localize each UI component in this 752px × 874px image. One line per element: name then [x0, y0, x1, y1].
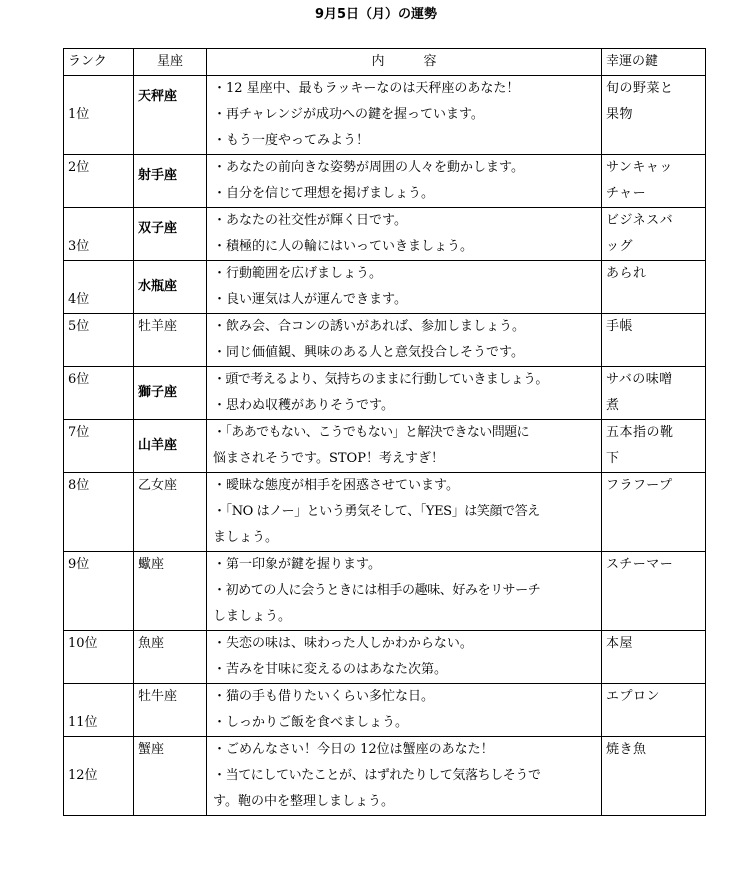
sign-text: 蠍座	[138, 557, 165, 572]
rank-cell	[64, 737, 134, 816]
content-line: ・自分を信じて理想を掲げましょう。	[213, 186, 435, 201]
content-line: ・積極的に人の輪にはいっていきましょう。	[213, 239, 474, 254]
content-cell	[207, 631, 602, 684]
content-cell	[207, 367, 602, 420]
content-cell	[207, 473, 602, 552]
key-cell	[602, 367, 706, 420]
rank-text: 9位	[68, 557, 90, 572]
key-text: 五本指の靴	[606, 425, 674, 440]
key-text: ッグ	[606, 239, 634, 254]
rank-text: 11位	[68, 715, 98, 730]
sign-cell	[134, 314, 207, 367]
rank-text: 2位	[68, 160, 90, 175]
sign-text: 山羊座	[138, 438, 178, 453]
sign-cell	[134, 367, 207, 420]
sign-text: 牡牛座	[138, 689, 178, 704]
content-line: ・同じ価値観、興味のある人と意気投合しそうです。	[213, 345, 524, 360]
content-line: ・当てにしていたことが、はずれたりして気落ちしそうで	[213, 768, 541, 783]
rank-text: 7位	[68, 425, 90, 440]
rank-cell	[64, 473, 134, 552]
content-line: ・頭で考えるより、気持ちのままに行動していきましょう。	[213, 372, 548, 387]
content-line: 悩まされそうです。STOP！考えすぎ！	[213, 451, 444, 466]
content-line: ・行動範囲を広げましょう。	[213, 266, 383, 281]
key-cell	[602, 552, 706, 631]
rank-text: 6位	[68, 372, 90, 387]
content-line: ・あなたの社交性が輝く日です。	[213, 213, 407, 228]
content-line: しましょう。	[213, 609, 292, 624]
content-line: ・あなたの前向きな姿勢が周囲の人々を動かします。	[213, 160, 524, 175]
key-cell	[602, 208, 706, 261]
key-cell	[602, 420, 706, 473]
table-row	[64, 473, 706, 552]
sign-cell	[134, 737, 207, 816]
key-cell	[602, 314, 706, 367]
content-line: す。鞄の中を整理しましょう。	[213, 794, 394, 809]
key-text: 本屋	[606, 636, 634, 651]
sign-cell	[134, 76, 207, 155]
content-line: ・良い運気は人が運んできます。	[213, 292, 407, 307]
rank-cell	[64, 552, 134, 631]
sign-cell	[134, 473, 207, 552]
key-text: あられ	[606, 266, 647, 281]
rank-cell	[64, 420, 134, 473]
sign-text: 天秤座	[138, 89, 178, 104]
content-line: ・初めての人に会うときには相手の趣味、好みをリサーチ	[213, 583, 541, 598]
key-text: ビジネスバ	[606, 213, 674, 228]
key-text: サンキャッ	[606, 160, 673, 175]
rank-text: 3位	[68, 239, 90, 254]
rank-text: 12位	[68, 768, 98, 783]
rank-text: 10位	[68, 636, 98, 651]
content-line: ・失恋の味は、味わった人しかわからない。	[213, 636, 473, 651]
table-row	[64, 261, 706, 314]
key-text: サバの味噌	[606, 372, 673, 387]
table-row	[64, 155, 706, 208]
header-row	[64, 49, 706, 76]
table-row	[64, 631, 706, 684]
rank-cell	[64, 261, 134, 314]
key-text: 煮	[606, 398, 620, 413]
key-cell	[602, 684, 706, 737]
key-text: 下	[606, 451, 620, 466]
sign-cell	[134, 155, 207, 208]
content-line: ・しっかりご飯を食べましょう。	[213, 715, 409, 730]
sign-cell	[134, 552, 207, 631]
key-text: 果物	[606, 107, 634, 122]
table-row	[64, 314, 706, 367]
key-text: スチーマー	[606, 557, 674, 572]
sign-cell	[134, 208, 207, 261]
rank-cell	[64, 314, 134, 367]
key-cell	[602, 76, 706, 155]
header-rank: ランク	[64, 49, 134, 76]
sign-text: 乙女座	[138, 478, 178, 493]
sign-text: 水瓶座	[138, 279, 178, 294]
table-row	[64, 420, 706, 473]
content-cell	[207, 737, 602, 816]
content-line: ・曖昧な態度が相手を困惑させています。	[213, 478, 459, 493]
page-title: 9月5日（月）の運勢	[314, 7, 438, 22]
content-cell	[207, 420, 602, 473]
sign-cell	[134, 261, 207, 314]
content-cell	[207, 76, 602, 155]
table-row	[64, 76, 706, 155]
header-content: 内 容	[207, 49, 602, 76]
key-cell	[602, 631, 706, 684]
content-line: ましょう。	[213, 530, 279, 545]
key-cell	[602, 155, 706, 208]
content-line: ・飲み会、合コンの誘いがあれば、参加しましょう。	[213, 319, 526, 334]
table-row	[64, 208, 706, 261]
table-row	[64, 737, 706, 816]
rank-cell	[64, 155, 134, 208]
rank-text: 5位	[68, 319, 90, 334]
key-text: チャー	[606, 186, 647, 201]
key-text: 旬の野菜と	[606, 81, 674, 96]
header-sign: 星座	[134, 49, 207, 76]
sign-text: 射手座	[138, 168, 178, 183]
content-line: ・苦みを甘味に変えるのはあなた次第。	[213, 662, 448, 677]
sign-text: 獅子座	[138, 385, 178, 400]
content-line: ・ごめんなさい！今日の 12位は蟹座のあなた！	[213, 742, 494, 757]
content-cell	[207, 314, 602, 367]
content-line: ・思わぬ収穫がありそうです。	[213, 398, 394, 413]
sign-cell	[134, 420, 207, 473]
content-cell	[207, 684, 602, 737]
content-cell	[207, 552, 602, 631]
key-text: エプロン	[606, 689, 661, 704]
rank-cell	[64, 76, 134, 155]
content-line: ・もう一度やってみよう！	[213, 133, 370, 148]
sign-cell	[134, 631, 207, 684]
rank-text: 8位	[68, 478, 90, 493]
fortune-table	[63, 48, 706, 816]
content-line: ・「NO はノー」という勇気そして、「YES」は笑顔で答え	[213, 504, 540, 519]
sign-text: 双子座	[138, 221, 178, 236]
sign-text: 魚座	[138, 636, 165, 651]
content-line: ・12 星座中、最もラッキーなのは天秤座のあなた！	[213, 81, 520, 96]
rank-cell	[64, 631, 134, 684]
rank-cell	[64, 367, 134, 420]
content-cell	[207, 261, 602, 314]
sign-text: 牡羊座	[138, 319, 178, 334]
sign-cell	[134, 684, 207, 737]
header-key: 幸運の鍵	[602, 49, 706, 76]
content-line: ・猫の手も借りたいくらい多忙な日。	[213, 689, 435, 704]
rank-cell	[64, 208, 134, 261]
table-row	[64, 367, 706, 420]
table-row	[64, 684, 706, 737]
rank-text: 1位	[68, 107, 90, 122]
sign-text: 蟹座	[138, 742, 165, 757]
rank-text: 4位	[68, 292, 90, 307]
rank-cell	[64, 684, 134, 737]
content-line: ・「ああでもない、こうでもない」と解決できない問題に	[213, 425, 529, 440]
key-text: 焼き魚	[606, 742, 647, 757]
key-cell	[602, 737, 706, 816]
table-row	[64, 552, 706, 631]
key-text: フラフープ	[606, 478, 673, 493]
content-cell	[207, 208, 602, 261]
content-cell	[207, 155, 602, 208]
key-cell	[602, 261, 706, 314]
content-line: ・再チャレンジが成功への鍵を握っています。	[213, 107, 484, 122]
key-cell	[602, 473, 706, 552]
key-text: 手帳	[606, 319, 634, 334]
content-line: ・第一印象が鍵を握ります。	[213, 557, 381, 572]
